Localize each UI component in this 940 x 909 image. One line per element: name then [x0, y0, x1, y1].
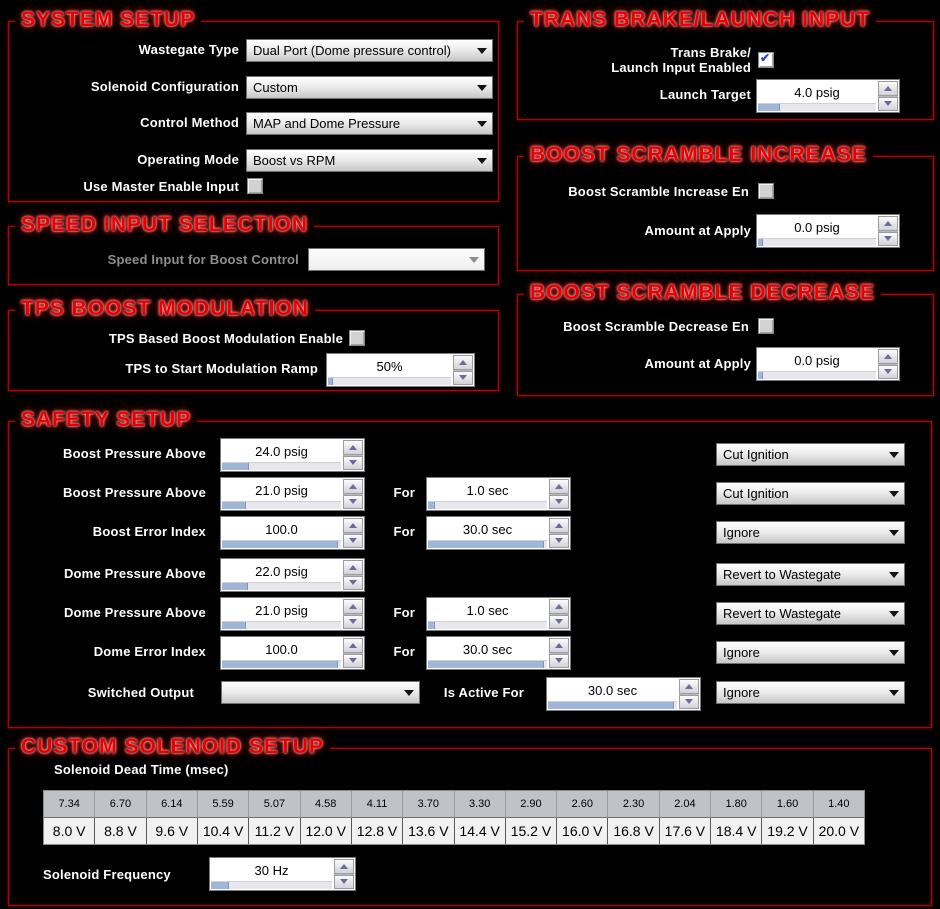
- section-title-custom-solenoid: CUSTOM SOLENOID SETUP: [15, 735, 330, 759]
- spin-down-button[interactable]: [334, 875, 354, 890]
- spin-track: [548, 701, 677, 709]
- solenoid-table-cell[interactable]: 11.2 V: [249, 818, 300, 844]
- safety-row-for-spinbox[interactable]: [426, 477, 571, 511]
- chevron-down-icon: [884, 530, 904, 536]
- arrow-down-icon: [555, 538, 563, 543]
- safety-row-action-value: Cut Ignition: [723, 486, 789, 501]
- spin-down-button[interactable]: [343, 456, 363, 471]
- section-trans-brake: [517, 8, 934, 120]
- spin-track: [428, 540, 547, 548]
- arrow-down-icon: [349, 460, 357, 465]
- spin-down-button[interactable]: [343, 654, 363, 669]
- for-label: For: [393, 524, 415, 539]
- spin-up-button[interactable]: [453, 355, 473, 370]
- arrow-down-icon: [884, 369, 892, 374]
- spin-track: [758, 103, 876, 111]
- control-method-label: Control Method: [140, 115, 239, 130]
- spin-track: [222, 501, 341, 509]
- arrow-up-icon: [884, 221, 892, 226]
- arrow-down-icon: [349, 580, 357, 585]
- spin-track: [428, 501, 547, 509]
- wastegate-type-value: Dual Port (Dome pressure control): [253, 43, 451, 58]
- safety-row-value-spinbox[interactable]: [220, 516, 365, 550]
- section-title-trans-brake: TRANS BRAKE/LAUNCH INPUT: [524, 8, 876, 32]
- spin-track: [428, 621, 547, 629]
- arrow-up-icon: [349, 523, 357, 528]
- arrow-down-icon: [349, 538, 357, 543]
- solenoid-table-cell[interactable]: 17.6 V: [660, 818, 711, 844]
- arrow-up-icon: [349, 484, 357, 489]
- control-method-value: MAP and Dome Pressure: [253, 116, 401, 131]
- spin-up-button[interactable]: [878, 81, 898, 96]
- spin-track: [758, 371, 876, 379]
- spin-buttons: [343, 638, 363, 668]
- solenoid-table-cell[interactable]: 20.0 V: [814, 818, 864, 844]
- solenoid-table-cell[interactable]: 1.80: [711, 791, 762, 818]
- spin-buttons: [343, 560, 363, 590]
- safety-row-action-dropdown[interactable]: [716, 641, 905, 664]
- spin-down-button[interactable]: [878, 97, 898, 112]
- spin-down-button[interactable]: [549, 615, 569, 630]
- spin-buttons: [549, 479, 569, 509]
- spin-up-button[interactable]: [549, 638, 569, 653]
- safety-row-value-spinbox[interactable]: [220, 438, 365, 472]
- spin-track: [222, 540, 341, 548]
- solenoid-table-cell[interactable]: 5.59: [198, 791, 249, 818]
- spin-buttons: [549, 638, 569, 668]
- arrow-up-icon: [685, 684, 693, 689]
- spin-track: [428, 660, 547, 668]
- solenoid-configuration-value: Custom: [253, 80, 298, 95]
- section-boost-scramble-decrease: [517, 281, 934, 396]
- solenoid-table-cell[interactable]: 16.8 V: [608, 818, 659, 844]
- solenoid-table-cell[interactable]: 4.58: [301, 791, 352, 818]
- solenoid-table-cell[interactable]: 6.70: [95, 791, 146, 818]
- solenoid-table-cell[interactable]: 2.60: [557, 791, 608, 818]
- section-title-system-setup: SYSTEM SETUP: [15, 8, 201, 32]
- solenoid-table-cell[interactable]: 7.34: [44, 791, 95, 818]
- chevron-down-icon: [472, 158, 492, 164]
- spin-up-button[interactable]: [549, 518, 569, 533]
- spin-up-button[interactable]: [549, 599, 569, 614]
- spin-down-button[interactable]: [878, 232, 898, 247]
- arrow-down-icon: [349, 499, 357, 504]
- spin-buttons: [878, 216, 898, 246]
- safety-row-for-spinbox[interactable]: [426, 636, 571, 670]
- operating-mode-value: Boost vs RPM: [253, 153, 336, 168]
- solenoid-table-cell[interactable]: 2.90: [506, 791, 557, 818]
- spin-down-button[interactable]: [549, 654, 569, 669]
- spin-buttons: [453, 355, 473, 385]
- arrow-down-icon: [340, 879, 348, 884]
- spin-fill: [548, 702, 674, 709]
- spin-up-button[interactable]: [343, 599, 363, 614]
- spin-up-button[interactable]: [343, 479, 363, 494]
- boost-scramble-increase-enable-label: Boost Scramble Increase En: [568, 184, 749, 199]
- arrow-down-icon: [884, 236, 892, 241]
- control-method-dropdown[interactable]: [246, 112, 493, 135]
- spin-fill: [222, 661, 338, 668]
- solenoid-table-cell[interactable]: 2.04: [660, 791, 711, 818]
- solenoid-table-cell[interactable]: 4.11: [352, 791, 403, 818]
- section-title-safety-setup: SAFETY SETUP: [15, 408, 197, 432]
- spin-up-button[interactable]: [679, 679, 699, 694]
- trans-brake-enable-label: [531, 45, 751, 75]
- chevron-down-icon: [884, 572, 904, 578]
- launch-target-label: Launch Target: [659, 87, 751, 102]
- chevron-down-icon: [884, 611, 904, 617]
- safety-row-for-value[interactable]: 1.0 sec: [427, 478, 548, 502]
- solenoid-table-cell[interactable]: 13.6 V: [403, 818, 454, 844]
- arrow-up-icon: [340, 864, 348, 869]
- safety-row-action-dropdown[interactable]: [716, 521, 905, 544]
- spin-down-button[interactable]: [343, 534, 363, 549]
- switched-output-action-value: Ignore: [723, 685, 760, 700]
- for-label: For: [393, 605, 415, 620]
- spin-down-button[interactable]: [343, 576, 363, 591]
- arrow-up-icon: [555, 484, 563, 489]
- section-safety-setup: [8, 408, 932, 728]
- spin-track: [222, 660, 341, 668]
- solenoid-table-cell[interactable]: 1.40: [814, 791, 864, 818]
- arrow-down-icon: [884, 101, 892, 106]
- safety-row-for-spinbox[interactable]: [426, 597, 571, 631]
- spin-down-button[interactable]: [549, 495, 569, 510]
- chevron-down-icon: [472, 85, 492, 91]
- safety-row-action-value: Revert to Wastegate: [723, 567, 842, 582]
- spin-up-button[interactable]: [343, 638, 363, 653]
- safety-row-value[interactable]: 24.0 psig: [221, 439, 342, 463]
- safety-row-value[interactable]: 100.0: [221, 637, 342, 661]
- tps-ramp-label: TPS to Start Modulation Ramp: [125, 361, 318, 376]
- safety-row-for-value[interactable]: 30.0 sec: [427, 517, 548, 541]
- arrow-down-icon: [349, 658, 357, 663]
- spin-track: [222, 621, 341, 629]
- spin-track: [328, 377, 451, 385]
- spin-track: [222, 462, 341, 470]
- for-label: For: [393, 644, 415, 659]
- safety-row-action-value: Ignore: [723, 525, 760, 540]
- spin-fill: [428, 661, 544, 668]
- solenoid-table-cell[interactable]: 16.0 V: [557, 818, 608, 844]
- spin-track: [758, 238, 876, 246]
- for-label: For: [393, 485, 415, 500]
- speed-input-dropdown[interactable]: [308, 248, 485, 271]
- trans-brake-enable-checkbox[interactable]: [758, 52, 774, 68]
- is-active-for-label: Is Active For: [443, 685, 525, 700]
- spin-fill: [428, 622, 435, 629]
- spin-buttons: [343, 479, 363, 509]
- arrow-up-icon: [349, 643, 357, 648]
- decrease-amount-at-apply-label: Amount at Apply: [644, 356, 751, 371]
- safety-row-value-spinbox[interactable]: [220, 477, 365, 511]
- arrow-up-icon: [349, 445, 357, 450]
- spin-fill: [222, 541, 338, 548]
- arrow-down-icon: [685, 699, 693, 704]
- solenoid-table-cell[interactable]: 5.07: [249, 791, 300, 818]
- arrow-up-icon: [884, 86, 892, 91]
- increase-amount-at-apply-label: Amount at Apply: [644, 223, 751, 238]
- increase-amount-spinbox[interactable]: [756, 214, 900, 248]
- spin-down-button[interactable]: [453, 371, 473, 386]
- spin-fill: [428, 502, 435, 509]
- safety-row-label: Boost Error Index: [92, 524, 206, 539]
- solenoid-table-cell[interactable]: 12.0 V: [301, 818, 352, 844]
- arrow-up-icon: [555, 604, 563, 609]
- chevron-down-icon: [884, 452, 904, 458]
- boost-scramble-decrease-enable-checkbox[interactable]: [758, 318, 774, 334]
- solenoid-table-cell[interactable]: 1.60: [762, 791, 813, 818]
- solenoid-table-cell[interactable]: 19.2 V: [762, 818, 813, 844]
- arrow-up-icon: [349, 604, 357, 609]
- section-title-boost-scramble-increase: BOOST SCRAMBLE INCREASE: [524, 143, 873, 167]
- section-tps-modulation: [8, 297, 499, 391]
- solenoid-table-cell[interactable]: 6.14: [147, 791, 198, 818]
- safety-row-action-value: Ignore: [723, 645, 760, 660]
- spin-down-button[interactable]: [343, 495, 363, 510]
- wastegate-type-dropdown[interactable]: [246, 39, 493, 62]
- solenoid-dead-time-row: [44, 791, 864, 818]
- use-master-enable-checkbox[interactable]: [247, 178, 263, 194]
- spin-down-button[interactable]: [549, 534, 569, 549]
- safety-row-value-spinbox[interactable]: [220, 597, 365, 631]
- is-active-for-value[interactable]: 30.0 sec: [547, 678, 678, 702]
- spin-buttons: [679, 679, 699, 709]
- spin-buttons: [878, 349, 898, 379]
- safety-row-label: Boost Pressure Above: [63, 446, 206, 461]
- arrow-down-icon: [459, 375, 467, 380]
- safety-row-action-dropdown[interactable]: [716, 443, 905, 466]
- solenoid-table-cell[interactable]: 3.30: [455, 791, 506, 818]
- section-title-boost-scramble-decrease: BOOST SCRAMBLE DECREASE: [524, 281, 881, 305]
- solenoid-frequency-label: Solenoid Frequency: [43, 867, 171, 882]
- spin-up-button[interactable]: [549, 479, 569, 494]
- spin-buttons: [343, 518, 363, 548]
- solenoid-table-cell[interactable]: 15.2 V: [506, 818, 557, 844]
- spin-fill: [428, 541, 544, 548]
- solenoid-dead-time-label: Solenoid Dead Time (msec): [54, 762, 229, 777]
- spin-fill: [328, 378, 333, 385]
- spin-track: [222, 582, 341, 590]
- solenoid-table-cell[interactable]: 12.8 V: [352, 818, 403, 844]
- chevron-down-icon: [884, 650, 904, 656]
- chevron-down-icon: [884, 690, 904, 696]
- safety-row-label: Dome Pressure Above: [63, 566, 206, 581]
- safety-row-label: Dome Pressure Above: [63, 605, 206, 620]
- decrease-amount-value[interactable]: 0.0 psig: [757, 348, 877, 372]
- safety-row-value-spinbox[interactable]: [220, 636, 365, 670]
- spin-fill: [758, 372, 763, 379]
- solenoid-table-cell[interactable]: 14.4 V: [455, 818, 506, 844]
- spin-buttons: [343, 599, 363, 629]
- spin-up-button[interactable]: [343, 560, 363, 575]
- solenoid-table-cell[interactable]: 2.30: [608, 791, 659, 818]
- trans-brake-enable-label-line2: Launch Input Enabled: [611, 60, 751, 75]
- arrow-up-icon: [555, 643, 563, 648]
- section-title-speed-input: SPEED INPUT SELECTION: [15, 213, 314, 237]
- chevron-down-icon: [884, 491, 904, 497]
- spin-track: [211, 881, 332, 889]
- switched-output-action-dropdown[interactable]: [716, 681, 905, 704]
- switched-output-label: Switched Output: [87, 685, 194, 700]
- wastegate-type-label: Wastegate Type: [138, 42, 239, 57]
- tps-modulation-enable-checkbox[interactable]: [349, 330, 365, 346]
- operating-mode-label: Operating Mode: [137, 152, 239, 167]
- spin-down-button[interactable]: [679, 695, 699, 710]
- safety-row-value[interactable]: 21.0 psig: [221, 598, 342, 622]
- spin-buttons: [343, 440, 363, 470]
- arrow-up-icon: [555, 523, 563, 528]
- solenoid-table-cell[interactable]: 18.4 V: [711, 818, 762, 844]
- arrow-up-icon: [459, 360, 467, 365]
- arrow-down-icon: [555, 619, 563, 624]
- safety-row-for-value[interactable]: 1.0 sec: [427, 598, 548, 622]
- spin-up-button[interactable]: [878, 349, 898, 364]
- solenoid-table-cell[interactable]: 8.0 V: [44, 818, 95, 844]
- section-system-setup: [8, 8, 499, 202]
- spin-down-button[interactable]: [343, 615, 363, 630]
- spin-fill: [222, 583, 248, 590]
- tps-modulation-enable-label: TPS Based Boost Modulation Enable: [108, 331, 343, 346]
- tps-ramp-value[interactable]: 50%: [327, 354, 452, 378]
- solenoid-table-cell[interactable]: 3.70: [403, 791, 454, 818]
- spin-fill: [222, 502, 246, 509]
- spin-buttons: [549, 518, 569, 548]
- solenoid-table-cell[interactable]: 8.8 V: [95, 818, 146, 844]
- section-speed-input: [8, 213, 499, 285]
- trans-brake-enable-label-line1: Trans Brake/: [670, 45, 751, 60]
- decrease-amount-spinbox[interactable]: [756, 347, 900, 381]
- spin-buttons: [549, 599, 569, 629]
- boost-scramble-increase-enable-checkbox[interactable]: [758, 183, 774, 199]
- safety-row-for-spinbox[interactable]: [426, 516, 571, 550]
- spin-up-button[interactable]: [878, 216, 898, 231]
- solenoid-configuration-dropdown[interactable]: [246, 76, 493, 99]
- safety-row-label: Dome Error Index: [93, 644, 206, 659]
- solenoid-configuration-label: Solenoid Configuration: [90, 79, 239, 94]
- solenoid-frequency-spinbox[interactable]: [209, 857, 356, 891]
- safety-row-action-dropdown[interactable]: [716, 563, 905, 586]
- arrow-up-icon: [884, 354, 892, 359]
- safety-row-value[interactable]: 100.0: [221, 517, 342, 541]
- spin-fill: [222, 622, 246, 629]
- safety-row-value-spinbox[interactable]: [220, 558, 365, 592]
- spin-fill: [758, 239, 763, 246]
- solenoid-table-cell[interactable]: 10.4 V: [198, 818, 249, 844]
- arrow-down-icon: [555, 658, 563, 663]
- solenoid-table-cell[interactable]: 9.6 V: [147, 818, 198, 844]
- spin-down-button[interactable]: [878, 365, 898, 380]
- spin-up-button[interactable]: [343, 440, 363, 455]
- safety-row-action-dropdown[interactable]: [716, 602, 905, 625]
- safety-row-value[interactable]: 21.0 psig: [221, 478, 342, 502]
- spin-buttons: [878, 81, 898, 111]
- spin-up-button[interactable]: [343, 518, 363, 533]
- spin-up-button[interactable]: [334, 859, 354, 874]
- boost-scramble-decrease-enable-label: Boost Scramble Decrease En: [563, 319, 749, 334]
- solenoid-frequency-value[interactable]: 30 Hz: [210, 858, 333, 882]
- spin-fill: [222, 463, 249, 470]
- launch-target-value[interactable]: 4.0 psig: [757, 80, 877, 104]
- safety-row-for-value[interactable]: 30.0 sec: [427, 637, 548, 661]
- operating-mode-dropdown[interactable]: [246, 149, 493, 172]
- section-title-tps-modulation: TPS BOOST MODULATION: [15, 297, 315, 321]
- safety-row-action-value: Cut Ignition: [723, 447, 789, 462]
- spin-buttons: [334, 859, 354, 889]
- section-custom-solenoid: [8, 735, 932, 906]
- arrow-down-icon: [349, 619, 357, 624]
- tps-ramp-spinbox[interactable]: [326, 353, 475, 387]
- spin-fill: [758, 104, 780, 111]
- spin-fill: [211, 882, 229, 889]
- chevron-down-icon: [464, 257, 484, 263]
- launch-target-spinbox[interactable]: [756, 79, 900, 113]
- solenoid-dead-time-table: [43, 790, 865, 845]
- solenoid-voltage-row: [44, 818, 864, 844]
- switched-output-dropdown[interactable]: [221, 681, 420, 704]
- arrow-down-icon: [555, 499, 563, 504]
- arrow-up-icon: [349, 565, 357, 570]
- safety-row-label: Boost Pressure Above: [63, 485, 206, 500]
- safety-row-value[interactable]: 22.0 psig: [221, 559, 342, 583]
- chevron-down-icon: [472, 121, 492, 127]
- safety-row-action-value: Revert to Wastegate: [723, 606, 842, 621]
- increase-amount-value[interactable]: 0.0 psig: [757, 215, 877, 239]
- chevron-down-icon: [399, 690, 419, 696]
- chevron-down-icon: [472, 48, 492, 54]
- safety-row-action-dropdown[interactable]: [716, 482, 905, 505]
- use-master-enable-label: Use Master Enable Input: [83, 179, 239, 194]
- is-active-for-spinbox[interactable]: [546, 677, 701, 711]
- speed-input-label: Speed Input for Boost Control: [107, 252, 299, 267]
- section-boost-scramble-increase: [517, 143, 934, 271]
